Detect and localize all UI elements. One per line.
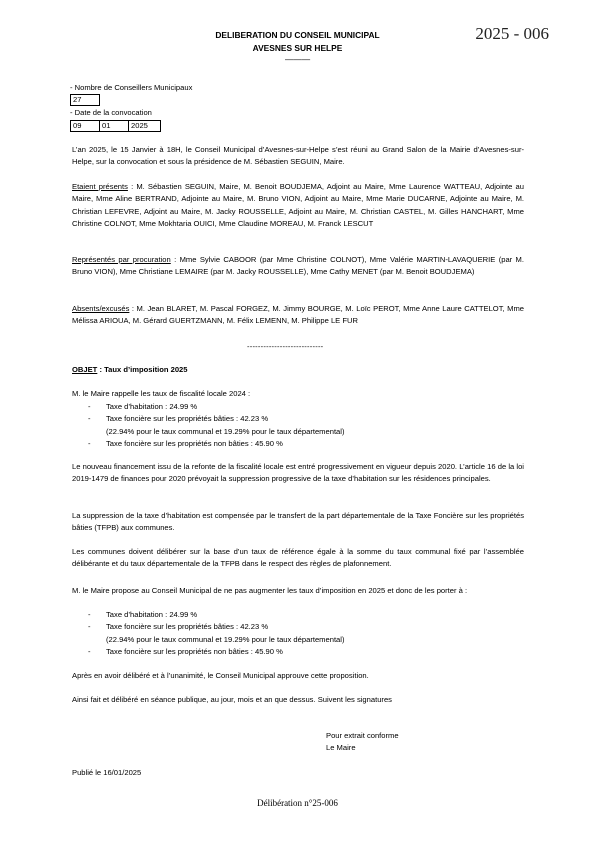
list-item: - Taxe d’habitation : 24.99 %: [88, 402, 198, 411]
presents-label: Etaient présents: [72, 182, 128, 191]
conseillers-box: [70, 94, 100, 106]
absents-label: Absents/excusés: [72, 304, 130, 313]
signature-line-2: Le Maire: [326, 743, 356, 752]
procuration-text: : Mme Sylvie CABOOR (par Mme Christine COLNOT), Mme Valérie MARTIN-LAVAQUERIE (par M. Bruno VION), Mme Christiane LEMAIRE (par M. Jacky ROUSSELLE), Mme Cathy MENET (par M. Benoit BOUDJEMA): [72, 255, 524, 277]
list-item: - Taxe foncière sur les propriétés non bâties : 45.90 %: [88, 646, 283, 656]
closing-text: Ainsi fait et délibéré en séance publique, au jour, mois et an que dessus. Suivent les signatures: [72, 695, 392, 704]
header-title: DELIBERATION DU CONSEIL MUNICIPAL: [215, 30, 380, 40]
absents-paragraph: [72, 303, 524, 328]
intro-paragraph: L’an 2025, le 15 Janvier à 18H, le Conseil Municipal d’Avesnes-sur-Helpe s’est réuni au Grand Salon de la Mairie d’Avesnes-sur-Helpe, sur la convocation et sous la présidence de M. Sébastien SEGUIN, Maire.: [72, 145, 524, 167]
page-footer: Délibération n°25-006: [257, 798, 338, 808]
published-date: Publié le 16/01/2025: [72, 768, 142, 777]
header-rule: ———: [284, 54, 311, 64]
convocation-month: 01: [100, 120, 129, 132]
presents-paragraph: [72, 181, 524, 230]
header-city: AVESNES SUR HELPE: [252, 43, 343, 53]
list-item: - Taxe foncière sur les propriétés bâties : 42.23 %: [88, 414, 269, 424]
conseillers-label: - Nombre de Conseillers Municipaux: [70, 83, 193, 92]
taux-2025-list: [88, 609, 345, 658]
convocation-label: - Date de la convocation: [70, 108, 152, 117]
taux-2024-list: [88, 401, 345, 450]
paragraph-financement: Le nouveau financement issu de la refonte de la fiscalité locale est entré progressivement en vigueur depuis 2020. L’article 16 de la loi 2019-1479 de finances pour 2020 prévoyait la suppression progressive de la taxe d’habitation sur les résidences principales.: [72, 462, 524, 484]
convocation-date-boxes: [70, 120, 161, 132]
objet-label: OBJET: [72, 365, 98, 374]
convocation-year: 2025: [129, 120, 161, 132]
objet-line: [72, 364, 524, 376]
rappel-intro: M. le Maire rappelle les taux de fiscalité locale 2024 :: [72, 389, 251, 398]
signature-line-1: Pour extrait conforme: [326, 731, 399, 740]
presents-text: : M. Sébastien SEGUIN, Maire, M. Benoit BOUDJEMA, Adjoint au Maire, Mme Laurence WATTEAU, Adjointe au Maire, Mme Aline BERTRAND, Adjointe au Maire, M. Bruno VION, Adjoint au Maire, Mme Marie DUCARNE, Adjointe au Maire, M. Christian LEFEVRE, Adjoint au Maire, M. Jacky ROUSSELLE, Adjoint au Maire, M. Christian CASTEL, M. Gilles HANCHART, Mme Christine COLNOT, Mme Mokhtaria OUICI, Mme Claudine MOREAU, M. Franck LESCUT: [72, 182, 524, 228]
approval-text: Après en avoir délibéré et à l’unanimité, le Conseil Municipal approuve cette proposition.: [72, 671, 369, 680]
objet-text: : Taux d’imposition 2025: [97, 365, 188, 374]
list-item: (22.94% pour le taux communal et 19.29% pour le taux départemental): [106, 426, 345, 436]
document-number: 2025 - 006: [475, 24, 549, 43]
absents-text: : M. Jean BLARET, M. Pascal FORGEZ, M. Jimmy BOURGE, M. Loïc PEROT, Mme Anne Laure CATTELOT, Mme Mélissa ARIOUA, M. Gérard GUERTZMANN, M. Félix LEMENN, M. Philippe LE FUR: [72, 304, 524, 326]
convocation-day: 09: [70, 120, 100, 132]
procuration-paragraph: [72, 254, 524, 279]
list-item: - Taxe foncière sur les propriétés non bâties : 45.90 %: [88, 438, 283, 448]
paragraph-communes: Les communes doivent délibérer sur la base d’un taux de référence égale à la somme du taux communal fixé par l’assemblée délibérante et du taux départementale de la TFPB dans le respect des règles de plafonnement.: [72, 547, 524, 569]
list-item: - Taxe d’habitation : 24.99 %: [88, 610, 198, 619]
paragraph-suppression: La suppression de la taxe d’habitation est compensée par le transfert de la part départementale de la Taxe Foncière sur les propriétés bâties (TFPB) aux communes.: [72, 511, 524, 533]
list-item: (22.94% pour le taux communal et 19.29% pour le taux départemental): [106, 634, 345, 644]
procuration-label: Représentés par procuration: [72, 255, 171, 264]
separator: ----------------------------: [247, 342, 324, 351]
list-item: - Taxe foncière sur les propriétés bâties : 42.23 %: [88, 622, 269, 632]
proposition-intro: M. le Maire propose au Conseil Municipal de ne pas augmenter les taux d’imposition en 2025 et donc de les porter à :: [72, 586, 468, 595]
conseillers-value: 27: [70, 94, 100, 106]
